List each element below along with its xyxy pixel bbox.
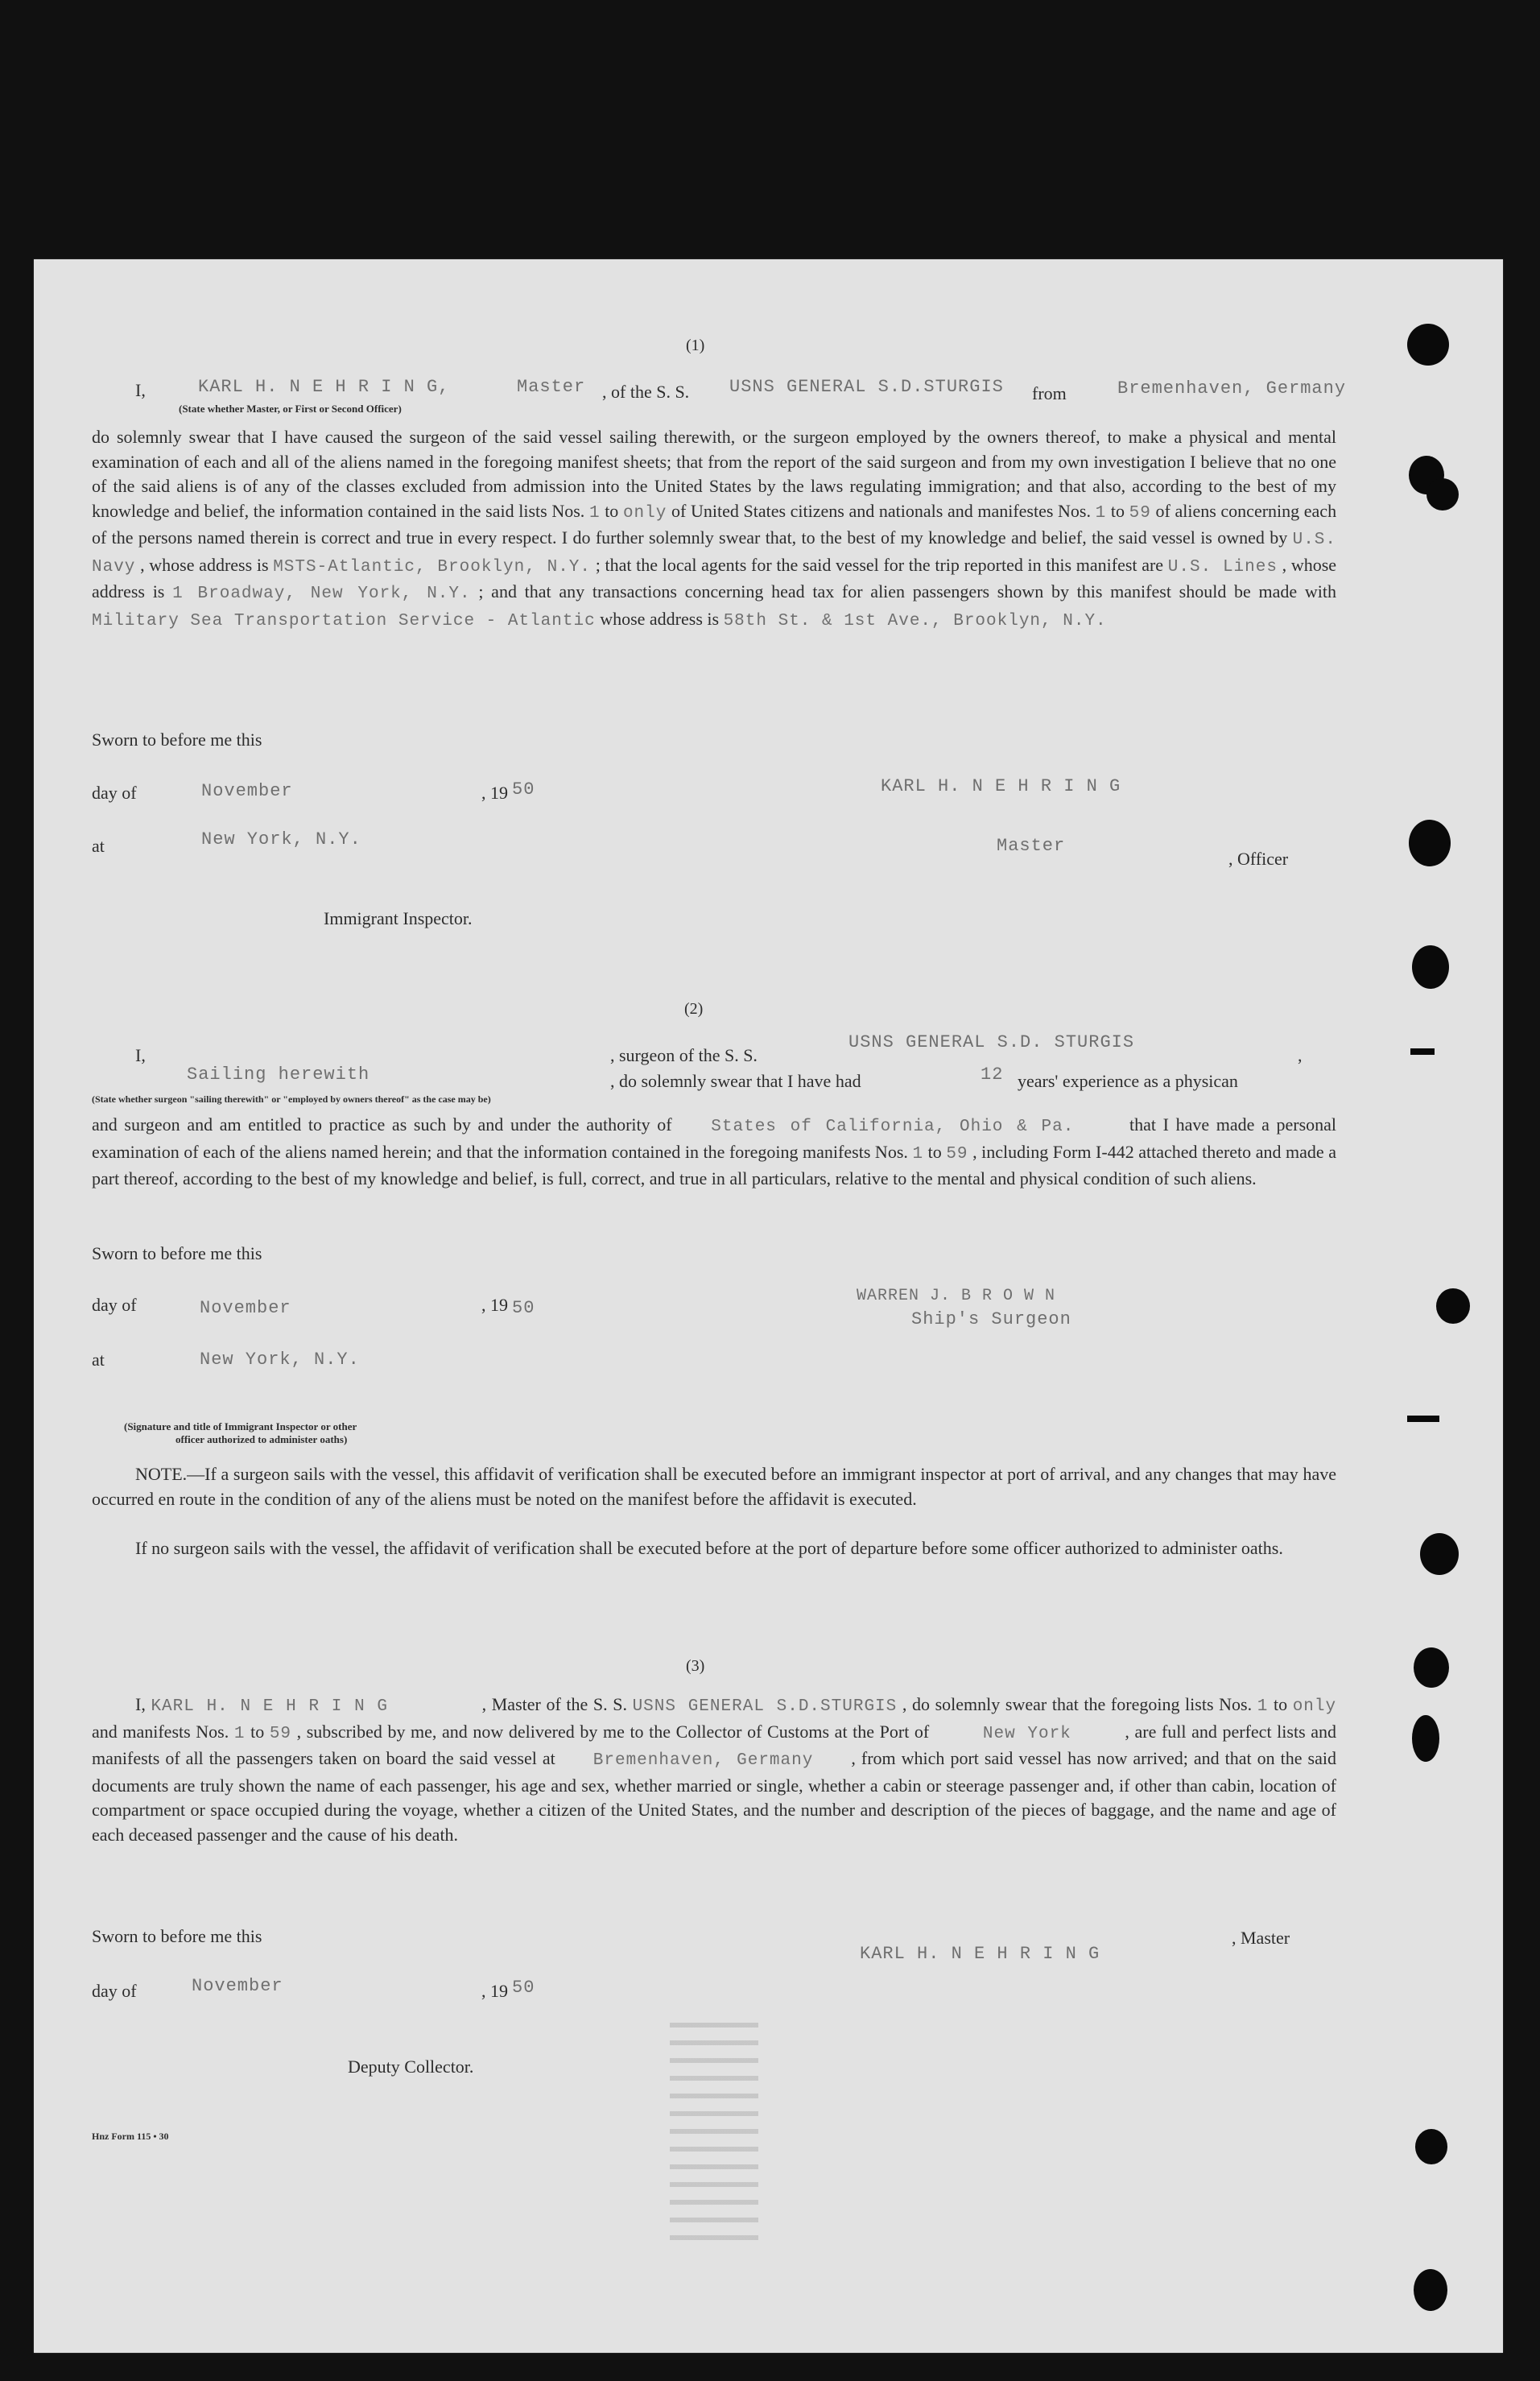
manifest-page	[34, 259, 1503, 2353]
lists-to: only	[622, 503, 667, 523]
state-note: (State whether Master, or First or Second Officer)	[179, 403, 402, 415]
lists-to: only	[1292, 1697, 1337, 1716]
i-label: I,	[135, 380, 146, 400]
oath-text: of aliens concerning each of the persons named therein is correct and true in every respect. I do further solemnly swear that, to the best of my knowledge and belief, the said vessel is owned by	[92, 500, 1337, 548]
stamp-smudge	[670, 2015, 758, 2240]
surgeon-of-label: , surgeon of the S. S.	[610, 1045, 758, 1065]
note-paragraph: If no surgeon sails with the vessel, the affidavit of verification shall be executed before at the port of departure before some officer authorized to administer oaths.	[135, 1538, 1283, 1558]
manifests-to: 59	[946, 1144, 968, 1164]
punch-hole	[1414, 2269, 1447, 2311]
to-label: to	[250, 1721, 265, 1742]
place: New York, N.Y.	[201, 829, 361, 849]
to-label: to	[1110, 500, 1125, 521]
sworn-label: Sworn to before me this	[92, 730, 262, 750]
i-label: I,	[135, 1694, 146, 1714]
punch-hole	[1420, 1533, 1459, 1575]
at-label: at	[92, 1350, 105, 1370]
oath-text: , including Form I-442 attached thereto and made a part thereof, according to the best of my knowledge and belief, is full, correct, and true in all particulars, relative to the mental and physical condition of such aliens.	[92, 1141, 1337, 1188]
master-name: KARL H. N E H R I N G,	[198, 377, 450, 397]
sworn-label: Sworn to before me this	[92, 1243, 262, 1263]
immigrant-inspector-label: Immigrant Inspector.	[324, 908, 473, 928]
day-of-label: day of	[92, 783, 137, 803]
oath-text: , subscribed by me, and now delivered by me to the Collector of Customs at the Port of	[296, 1721, 930, 1742]
day-of-label: day of	[92, 1295, 137, 1315]
oath-text: that the foregoing lists Nos.	[1051, 1694, 1253, 1714]
owner-address: MSTS-Atlantic, Brooklyn, N.Y.	[273, 557, 592, 577]
signature-title: Ship's Surgeon	[911, 1309, 1071, 1329]
signature-note: (Signature and title of Immigrant Inspector or other	[124, 1420, 357, 1432]
master-name: KARL H. N E H R I N G	[151, 1697, 388, 1716]
years-experience: 12	[981, 1064, 1004, 1085]
oath-text: , whose address is	[92, 554, 1337, 601]
ink-dash	[1407, 1416, 1439, 1422]
of-the-ss-label: , of the S. S.	[602, 382, 690, 402]
punch-hole	[1415, 2129, 1447, 2164]
punch-hole	[1407, 324, 1449, 366]
agent-address: 1 Broadway, New York, N.Y.	[172, 585, 471, 603]
oath-text: that I have made a personal examination of each of the aliens named herein; and that the information contained in the foregoing manifests Nos.	[92, 1114, 1337, 1162]
oath-text: ; that the local agents for the said vessel for the trip reported in this manifest are	[595, 554, 1164, 575]
manifests-to: 59	[1129, 503, 1151, 523]
swear-label: , do solemnly swear that I have had	[610, 1071, 861, 1091]
agent: U.S. Lines	[1167, 557, 1278, 577]
master-signature: KARL H. N E H R I N G	[881, 776, 1121, 796]
i-label: I,	[135, 1045, 146, 1065]
oath-text: whose address is	[600, 608, 720, 629]
master-title: Master	[517, 377, 586, 397]
oath-text: and surgeon and am entitled to practice as such by and under the authority of	[92, 1114, 672, 1135]
vessel-name: USNS GENERAL S.D.STURGIS	[729, 377, 1004, 397]
to-label: to	[1273, 1694, 1288, 1714]
vessel-name: USNS GENERAL S.D.STURGIS	[632, 1697, 898, 1716]
punch-hole	[1412, 1715, 1439, 1762]
form-number: Hnz Form 115 • 30	[92, 2131, 169, 2142]
master-oath-paragraph	[92, 425, 1336, 634]
year-prefix: , 19	[481, 783, 508, 803]
oath-text: ; and that any transactions concerning head tax for alien passengers shown by this manifest should be made with	[478, 581, 1337, 601]
note-paragraph: NOTE.—If a surgeon sails with the vessel, this affidavit of verification shall be executed before an immigrant inspector at port of arrival, and any changes that may have occurred en route in the condition of any of the aliens must be noted on the manifest before the affidavit is executed.	[92, 1464, 1336, 1509]
master-signature: KARL H. N E H R I N G	[860, 1944, 1100, 1964]
vessel-name: USNS GENERAL S.D. STURGIS	[848, 1032, 1135, 1052]
headtax-address: 58th St. & 1st Ave., Brooklyn, N.Y.	[723, 611, 1107, 630]
section-number: (2)	[684, 1000, 704, 1018]
headtax-agent: Military Sea Transportation Service - Atlantic	[92, 611, 596, 630]
year-suffix: 50	[512, 1298, 535, 1318]
punch-hole	[1412, 945, 1449, 989]
departure-port: Bremenhaven, Germany	[592, 1751, 814, 1770]
oath-text: do solemnly swear that I have caused the surgeon of the said vessel sailing therewith, or the surgeon employed by the owners thereof, to make a physical and mental examination of each and all of the aliens named in the foregoing manifest sheets; that from the report of the said surgeon and from my own investigation I believe that no one of the said aliens is of any of the classes excluded from admission into the United States by the laws regulating immigration; and that also, according to the best of my knowledge and belief, the information contained in the said lists Nos.	[92, 427, 1336, 521]
section-number: (1)	[686, 337, 705, 354]
manifests-from: 1	[1095, 503, 1107, 523]
oath-text: , Master of the S. S.	[481, 1694, 627, 1714]
month: November	[192, 1976, 283, 1996]
oath-text: , are full and perfect lists and manifests of all the passengers taken on board the said vessel at	[92, 1721, 1336, 1768]
owner: U.S. Navy	[92, 531, 1337, 577]
punch-hole	[1436, 1288, 1470, 1324]
surgeon-oath-paragraph	[92, 1113, 1336, 1192]
at-label: at	[92, 836, 105, 856]
day-of-label: day of	[92, 1981, 137, 2001]
to-label: to	[927, 1141, 942, 1162]
from-label: from	[1032, 383, 1067, 403]
authority: States of California, Ohio & Pa.	[711, 1118, 1075, 1136]
manifests-to: 59	[269, 1724, 292, 1743]
section-number: (3)	[686, 1657, 705, 1675]
oath-text: , whose address is	[140, 554, 269, 575]
month: November	[200, 1298, 291, 1318]
from-port: Bremenhaven, Germany	[1117, 378, 1347, 399]
manifests-from: 1	[912, 1144, 924, 1164]
punch-hole	[1409, 820, 1451, 866]
officer-label: , Officer	[1228, 849, 1289, 869]
to-label: to	[605, 500, 619, 521]
sailing-status: Sailing herewith	[187, 1064, 370, 1085]
year-suffix: 50	[512, 779, 535, 800]
lists-from: 1	[1257, 1697, 1269, 1716]
port: New York	[982, 1724, 1071, 1743]
place: New York, N.Y.	[200, 1350, 360, 1370]
year-suffix: 50	[512, 1978, 535, 1998]
year-prefix: , 19	[481, 1981, 508, 2001]
manifests-from: 1	[233, 1724, 246, 1743]
year-prefix: , 19	[481, 1295, 508, 1315]
month: November	[201, 781, 293, 801]
sworn-label: Sworn to before me this	[92, 1926, 262, 1946]
punch-hole	[1426, 478, 1459, 511]
state-note: (State whether surgeon "sailing therewith" or "employed by owners thereof" as the case may be)	[92, 1093, 491, 1105]
lists-from: 1	[588, 503, 601, 523]
years-text: years' experience as a physican	[1018, 1071, 1238, 1091]
punch-hole	[1414, 1647, 1449, 1688]
deputy-collector-label: Deputy Collector.	[348, 2057, 474, 2077]
oath-text: , from which port said vessel has now arrived; and that on the said documents are truly shown the name of each passenger, his age and sex, whether married or single, whether a cabin or steerage passenger and, if other than cabin, location of compartment or space occupied during the voyage, whether a citizen of the United States, and the number and description of the pieces of baggage, and the name and age of each deceased passenger and the cause of his death.	[92, 1748, 1336, 1845]
signature-note: officer authorized to administer oaths)	[175, 1433, 348, 1445]
master-label: , Master	[1232, 1928, 1290, 1948]
ink-dash	[1410, 1048, 1435, 1055]
oath-text: and manifests Nos.	[92, 1721, 229, 1742]
oath-text: , do solemnly swear	[902, 1694, 1047, 1714]
surgeon-signature: WARREN J. B R O W N	[857, 1287, 1056, 1305]
signature-title: Master	[997, 836, 1066, 856]
collector-oath-paragraph	[92, 1693, 1336, 1847]
oath-text: of United States citizens and nationals and manifestes Nos.	[671, 500, 1091, 521]
comma: ,	[1298, 1045, 1303, 1065]
